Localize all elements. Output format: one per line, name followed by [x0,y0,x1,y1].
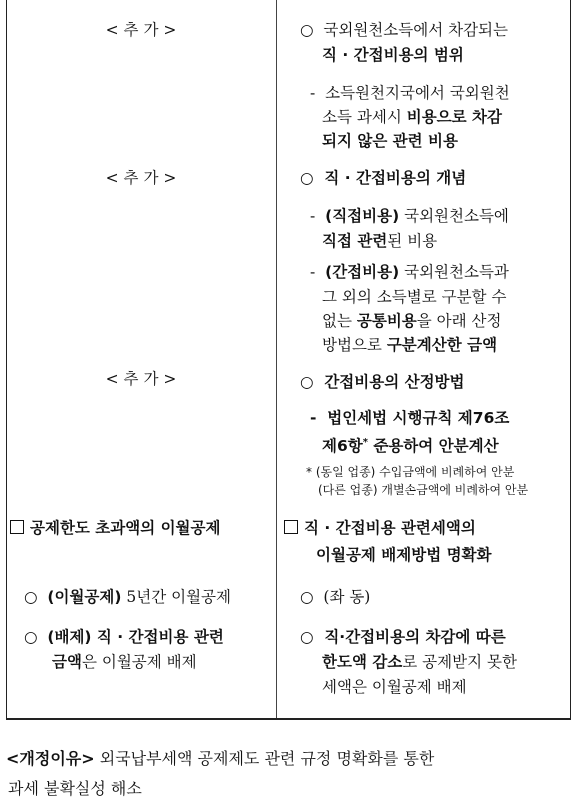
footnote-different-industry: (다른 업종) 개별손금액에 비례하여 안분 [318,483,529,497]
circle-bullet-icon: ○ [300,21,314,39]
carryover-exclusion-title: 직 · 간접비용 관련세액의 [284,518,476,538]
circle-bullet-icon: ○ [300,373,314,391]
circle-bullet-icon: ○ [24,588,38,606]
scope-dash-item: - 소득원천지국에서 국외원천 [310,84,510,102]
indirect-cost-item: - (간접비용) 국외원천소득과 [310,263,509,281]
checkbox-square-icon [10,520,24,534]
carryover-item-2-cont: 금액은 이월공제 배제 [52,653,197,671]
add-label-2: < 추 가 > [105,169,177,187]
revision-reason [6,744,571,804]
dash-bullet-icon: - [310,207,316,225]
scope-dash-item-cont2: 되지 않은 관련 비용 [322,132,458,150]
indirect-cost-item-cont2: 없는 공통비용을 아래 산정 [322,312,502,330]
add-label-3: < 추 가 > [105,370,177,388]
carryover-exclusion-title-cont: 이월공제 배제방법 명확화 [316,546,492,564]
limit-reduction-item-cont2: 세액은 이월공제 배제 [322,678,467,696]
indirect-cost-item-cont3: 방법으로 구분계산한 금액 [322,336,498,354]
add-label-1: < 추 가 > [105,21,177,39]
scope-dash-item-cont1: 소득 과세시 비용으로 차감 [322,108,502,126]
revision-reason-line2: 과세 불확실성 해소 [8,779,142,798]
circle-bullet-icon: ○ [300,628,314,646]
method-item: ○ 간접비용의 산정방법 [300,373,465,391]
direct-cost-item-cont: 직접 관련된 비용 [322,232,438,250]
carryover-item-1: ○ (이월공제) 5년간 이월공제 [24,588,232,606]
column-divider [276,0,277,718]
circle-bullet-icon: ○ [300,169,314,187]
carryover-item-2: ○ (배제) 직 · 간접비용 관련 [24,628,224,646]
footnote-same-industry: * (동일 업종) 수입금액에 비례하여 안분 [306,465,515,479]
checkbox-square-icon [284,520,298,534]
dash-bullet-icon: - [310,409,317,427]
revision-reason-label: <개정이유> [6,749,95,768]
limit-reduction-item: ○ 직·간접비용의 차감에 따른 [300,628,506,646]
dash-bullet-icon: - [310,263,316,281]
carryover-title: 공제한도 초과액의 이월공제 [10,518,220,538]
scope-item-cont: 직 · 간접비용의 범위 [322,46,464,64]
revision-reason-line1: <개정이유> 외국납부세액 공제제도 관련 규정 명확화를 통한 [6,749,435,768]
dash-bullet-icon: - [310,84,316,102]
method-dash-item: - 법인세법 시행규칙 제76조 [310,409,510,427]
same-as-left-item: ○ (좌 동) [300,588,371,606]
circle-bullet-icon: ○ [300,588,314,606]
circle-bullet-icon: ○ [24,628,38,646]
limit-reduction-item-cont1: 한도액 감소로 공제받지 못한 [322,653,517,671]
direct-cost-item: - (직접비용) 국외원천소득에 [310,207,509,225]
concept-item: ○ 직 · 간접비용의 개념 [300,169,467,187]
scope-item: ○ 국외원천소득에서 차감되는 [300,21,508,39]
indirect-cost-item-cont1: 그 외의 소득별로 구분할 수 [322,288,507,306]
method-dash-item-cont: 제6항* 준용하여 안분계산 [322,437,499,456]
